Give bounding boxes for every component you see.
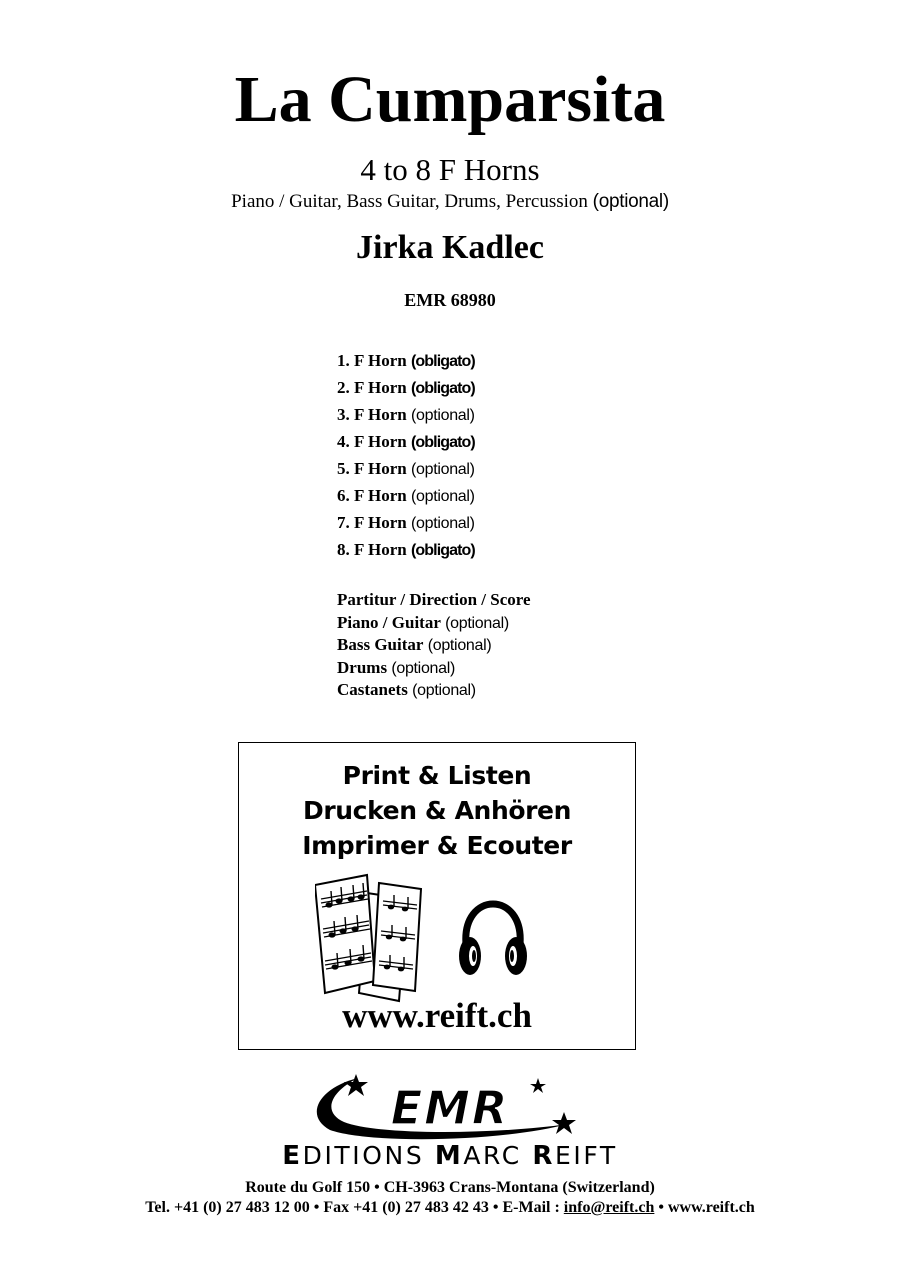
other-parts-list — [337, 589, 737, 702]
horn-part-row — [337, 403, 737, 430]
contact-email-link[interactable]: info@reift.ch — [563, 1199, 655, 1216]
horn-part-row — [337, 457, 737, 484]
publisher-address: Route du Golf 150 • CH-3963 Crans-Montana (Switzerland) — [245, 1179, 655, 1196]
other-part-status: (optional) — [412, 682, 476, 699]
publisher-name-word: ARC — [463, 1141, 522, 1170]
horn-part-status: (obligato) — [410, 380, 475, 397]
other-part-status: (optional) — [445, 614, 509, 632]
horn-part-status: (obligato) — [410, 542, 475, 559]
horn-part-row — [337, 484, 737, 511]
instrumentation-main: Piano / Guitar, Bass Guitar, Drums, Percussion — [231, 191, 588, 212]
subtitle: 4 to 8 F Horns — [360, 152, 540, 187]
catalog-number: EMR 68980 — [404, 290, 496, 310]
publisher-name-initial: R — [532, 1141, 555, 1171]
horn-part-status: (obligato) — [410, 434, 475, 451]
publisher-contact — [0, 1198, 900, 1218]
other-part-status: (optional) — [427, 637, 492, 654]
promo-url[interactable]: www.reift.ch — [342, 996, 532, 1035]
horn-part-row — [337, 511, 737, 538]
horn-part-label: 8. F Horn — [337, 540, 407, 559]
print-and-listen-box — [238, 742, 636, 1050]
horn-part-label: 1. F Horn — [337, 351, 407, 370]
promo-line-en: Print & Listen — [342, 761, 532, 790]
horn-part-label: 6. F Horn — [337, 486, 407, 505]
horn-part-status: (optional) — [410, 488, 475, 505]
instrumentation-note: (optional) — [592, 191, 669, 212]
horn-part-status: (optional) — [410, 515, 475, 532]
other-part-label: Partitur / Direction / Score — [337, 590, 531, 609]
other-part-row — [337, 679, 737, 702]
horn-part-row — [337, 349, 737, 376]
horn-part-label: 4. F Horn — [337, 432, 407, 451]
instrumentation — [0, 190, 900, 214]
publisher-name-word: EIFT — [555, 1141, 618, 1170]
other-part-row — [337, 589, 737, 612]
horn-part-row — [337, 538, 737, 565]
composer: Jirka Kadlec — [356, 229, 544, 266]
other-part-label: Drums — [337, 657, 388, 677]
other-part-row — [337, 612, 737, 635]
sheet-music-icon — [315, 873, 441, 1005]
horn-part-status: (optional) — [410, 461, 475, 478]
other-part-row — [337, 657, 737, 680]
promo-line-fr: Imprimer & Ecouter — [302, 831, 572, 860]
horn-parts-list — [337, 349, 737, 565]
other-part-label: Bass Guitar — [337, 635, 424, 654]
other-part-label: Castanets — [337, 680, 408, 699]
other-part-row — [337, 634, 737, 657]
headphones-icon — [456, 900, 530, 982]
contact-website: • www.reift.ch — [654, 1199, 755, 1216]
publisher-name-word: DITIONS — [302, 1141, 425, 1170]
publisher-name-initial: M — [434, 1141, 464, 1171]
horn-part-status: (obligato) — [410, 353, 475, 370]
horn-part-label: 5. F Horn — [337, 459, 407, 478]
publisher-name-initial: E — [282, 1141, 303, 1171]
emr-logo-text: EMR — [390, 1081, 510, 1135]
horn-part-label: 2. F Horn — [337, 378, 407, 397]
publisher-name — [0, 1142, 900, 1170]
horn-part-label: 7. F Horn — [337, 513, 407, 532]
promo-line-de: Drucken & Anhören — [302, 796, 572, 825]
horn-part-row — [337, 376, 737, 403]
horn-part-label: 3. F Horn — [337, 405, 407, 424]
contact-phone-fax: Tel. +41 (0) 27 483 12 00 • Fax +41 (0) 27 483 42 43 • E-Mail : — [145, 1199, 564, 1216]
horn-part-row — [337, 430, 737, 457]
other-part-label: Piano / Guitar — [337, 612, 441, 632]
horn-part-status: (optional) — [410, 407, 475, 424]
title: La Cumparsita — [234, 63, 666, 136]
other-part-status: (optional) — [391, 659, 456, 677]
emr-logo — [300, 1072, 600, 1144]
